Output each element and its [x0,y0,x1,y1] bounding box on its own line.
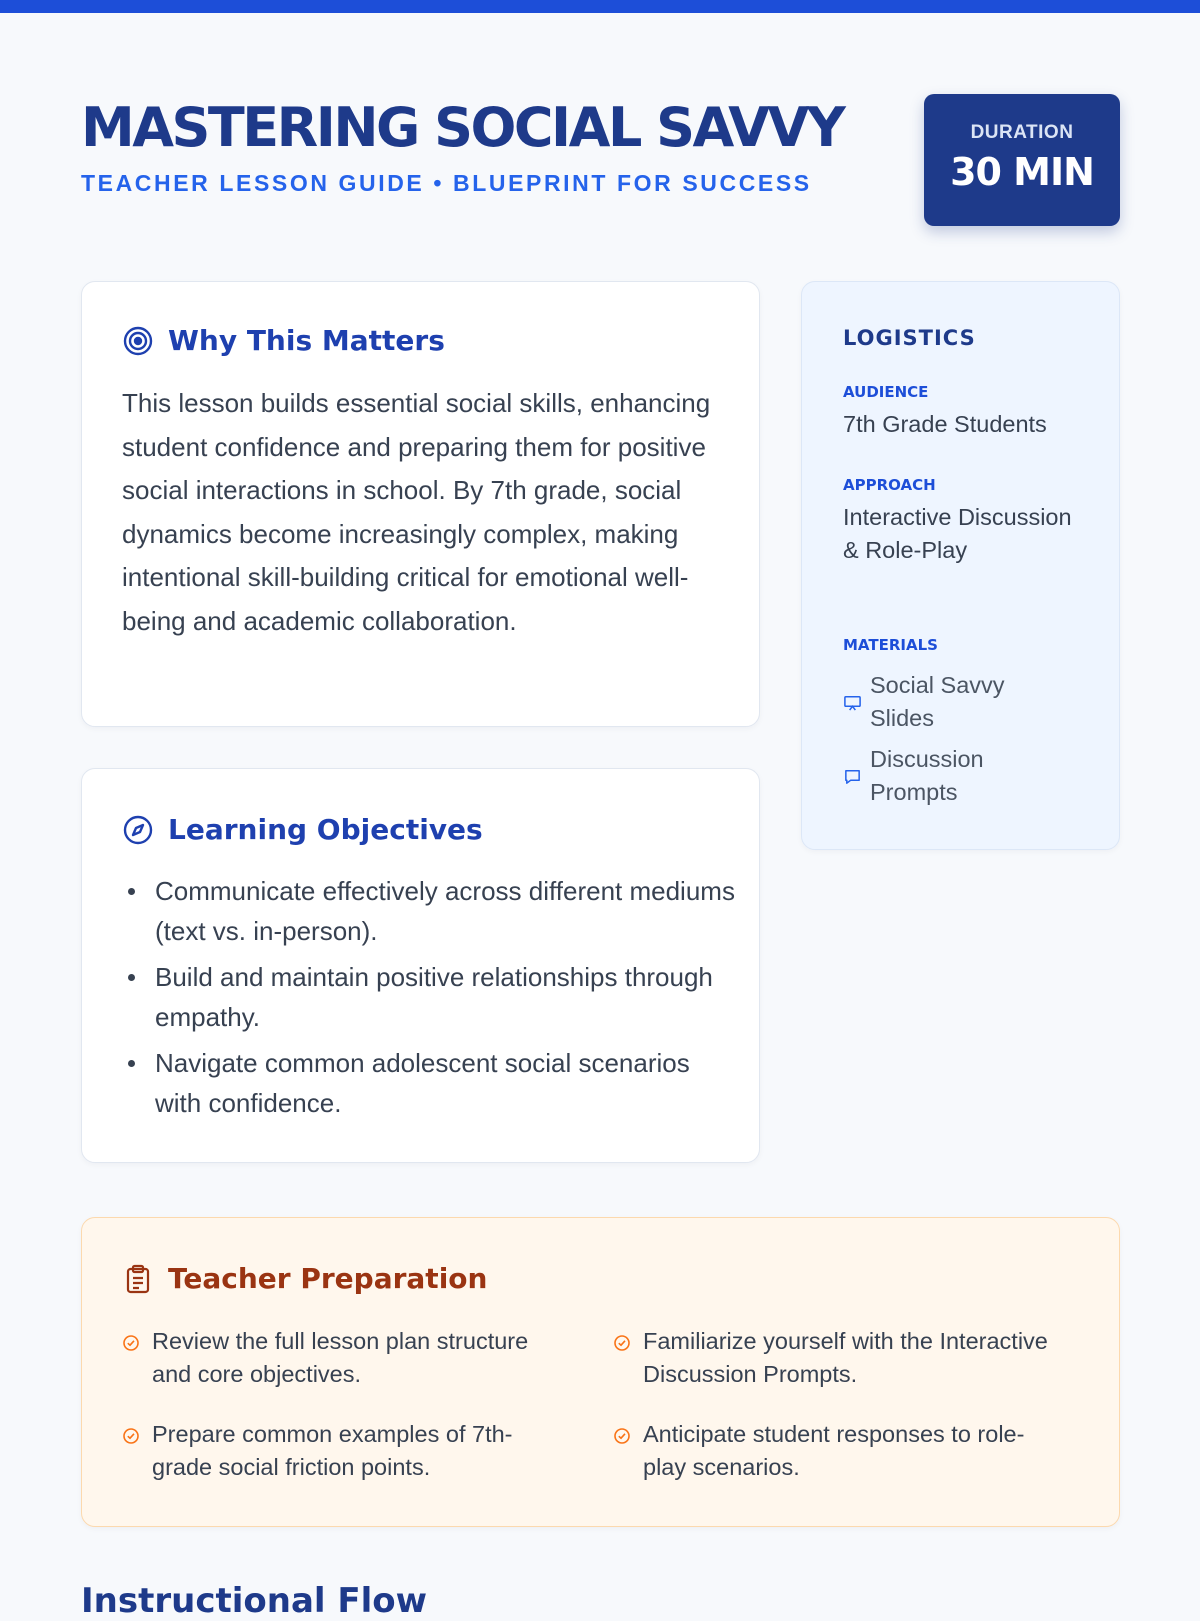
why-this-matters-card [81,281,760,727]
learning-objectives-card [81,768,760,1163]
materials-label: MATERIALS [843,636,938,654]
list-item: Communicate effectively across different mediums (text vs. in-person). [155,871,735,951]
material-label: Discussion Prompts [870,746,984,805]
prep-item-text: Anticipate student responses to role-play scenarios. [643,1421,1025,1480]
material-item [843,743,1073,809]
prep-item-text: Familiarize yourself with the Interactive Discussion Prompts. [643,1328,1048,1387]
chat-bubble-icon [843,767,862,786]
prep-item [613,1418,1063,1484]
material-label: Social Savvy Slides [870,672,1005,731]
approach-label: APPROACH [843,476,936,494]
audience-value: 7th Grade Students [843,411,1047,437]
check-circle-icon [122,1427,140,1445]
prep-item [122,1418,572,1484]
logistics-heading: LOGISTICS [843,326,976,350]
audience-label: AUDIENCE [843,383,929,401]
presentation-icon [843,693,862,712]
why-this-matters-title: Why This Matters [168,324,445,357]
list-item: Navigate common adolescent social scenarios with confidence. [155,1043,735,1123]
prep-item [122,1325,572,1391]
compass-icon [122,814,154,846]
page-subtitle: TEACHER LESSON GUIDE • BLUEPRINT FOR SUCCESS [81,170,812,196]
duration-value: 30 MIN [950,150,1094,194]
check-circle-icon [613,1334,631,1352]
prep-item-text: Review the full lesson plan structure and core objectives. [152,1328,529,1387]
check-circle-icon [122,1334,140,1352]
objectives-list [155,871,735,1129]
teacher-preparation-card [81,1217,1120,1527]
page-title: MASTERING SOCIAL SAVVY [81,96,844,159]
list-item: Build and maintain positive relationships through empathy. [155,957,735,1037]
material-item [843,669,1073,735]
prep-item [613,1325,1063,1391]
instructional-flow-heading: Instructional Flow [81,1581,428,1621]
clipboard-icon [122,1263,154,1295]
page-header [81,92,1121,232]
why-this-matters-body: This lesson builds essential social skills, enhancing student confidence and preparing them for positive social interactions in school. By 7th grade, social dynamics become increasingly complex, making intentional skill-building critical for emotional well-being and academic collaboration. [122,388,711,636]
target-icon [122,325,154,357]
prep-item-text: Prepare common examples of 7th-grade social friction points. [152,1421,513,1480]
top-accent-bar [0,0,1200,13]
learning-objectives-heading [122,813,483,846]
teacher-preparation-title: Teacher Preparation [168,1262,488,1295]
duration-badge [924,94,1120,226]
check-circle-icon [613,1427,631,1445]
why-this-matters-heading [122,324,445,357]
duration-label: DURATION [970,122,1074,143]
learning-objectives-title: Learning Objectives [168,813,483,846]
approach-value: Interactive Discussion & Role-Play [843,504,1072,563]
teacher-preparation-heading [122,1262,487,1295]
logistics-panel [801,281,1120,850]
